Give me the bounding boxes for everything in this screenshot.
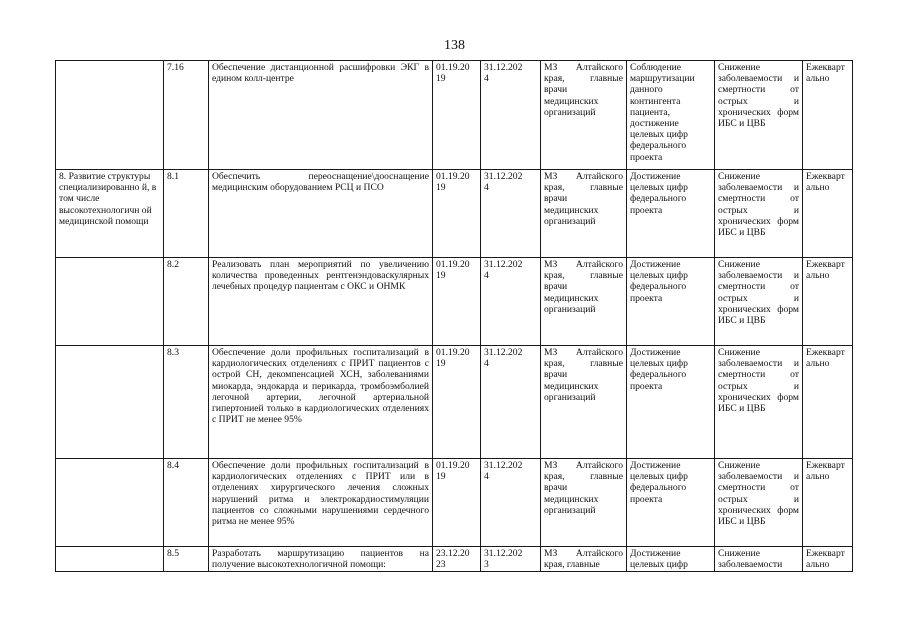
target-indicator-cell-text: Снижение заболеваемости и смертности от острых и хронических форм ИБС и ЦВБ [718,259,799,327]
expected-result-cell [627,61,715,170]
activity-description-cell-text: Обеспечение доли профильных госпитализаций в кардиологических отделениях с ПРИТ или в отделениях хирургического лечения сложных нарушений ритма и электрокардиостимуляции пациентов со сложными нарушениями сердечного ритма не менее 95% [212,460,429,528]
end-date-cell [481,61,541,170]
table-row [56,346,853,459]
responsible-executor-cell [541,258,627,346]
section-cell [56,547,164,572]
reporting-period-cell-text: Ежекварт ально [806,347,845,370]
item-number-cell [164,61,209,170]
reporting-period-cell-text: Ежекварт ально [806,62,845,85]
item-number-cell [164,459,209,547]
activity-description-cell [209,346,433,459]
item-number-cell-text: 8.1 [167,171,179,182]
responsible-executor-cell-text: МЗ Алтайского края, главные [544,548,623,571]
table-row [56,61,853,170]
end-date-cell-text: 31.12.202 4 [484,460,523,483]
start-date-cell-text: 01.19.20 19 [436,259,470,282]
target-indicator-cell [715,61,803,170]
section-cell [56,61,164,170]
table-row [56,547,853,572]
reporting-period-cell-text: Ежекварт ально [806,171,845,194]
responsible-executor-cell [541,170,627,258]
target-indicator-cell-text: Снижение заболеваемости и смертности от острых и хронических форм ИБС и ЦВБ [718,171,799,239]
activity-description-cell [209,170,433,258]
target-indicator-cell-text: Снижение заболеваемости и смертности от острых и хронических форм ИБС и ЦВБ [718,460,799,528]
item-number-cell-text: 8.2 [167,259,179,270]
responsible-executor-cell-text: МЗ Алтайского края, главные врачи медицинских организаций [544,460,623,516]
reporting-period-cell [803,170,853,258]
target-indicator-cell [715,258,803,346]
item-number-cell [164,346,209,459]
start-date-cell-text: 01.19.20 19 [436,460,470,483]
expected-result-cell-text: Соблюдение маршрутизации данного контингента пациента, достижение целевых цифр федерального проекта [630,62,695,163]
expected-result-cell-text: Достижение целевых цифр федерального проекта [630,460,688,505]
reporting-period-cell-text: Ежекварт ально [806,548,845,571]
target-indicator-cell [715,547,803,572]
target-indicator-cell-text: Снижение заболеваемости и смертности от острых и хронических форм ИБС и ЦВБ [718,347,799,415]
expected-result-cell [627,346,715,459]
item-number-cell-text: 7.16 [167,62,184,73]
end-date-cell [481,459,541,547]
activity-description-cell-text: Реализовать план мероприятий по увеличению количества проведенных рентгенэндоваскулярных лечебных процедур пациентам с ОКС и ОНМК [212,259,429,293]
activity-description-cell-text: Обеспечение дистанционной расшифровки ЭКГ в едином колл-центре [212,62,429,85]
start-date-cell [433,547,481,572]
target-indicator-cell-text: Снижение заболеваемости [718,548,783,571]
end-date-cell-text: 31.12.202 4 [484,259,523,282]
activity-description-cell [209,547,433,572]
responsible-executor-cell [541,547,627,572]
end-date-cell-text: 31.12.202 3 [484,548,523,571]
responsible-executor-cell [541,459,627,547]
item-number-cell [164,258,209,346]
expected-result-cell [627,547,715,572]
activity-description-cell-text: Обеспечить переоснащение\дооснащение медицинским оборудованием РСЦ и ПСО [212,171,429,194]
end-date-cell [481,258,541,346]
activity-description-cell-text: Разработать маршрутизацию пациентов на получение высокотехнологичной помощи: [212,548,429,571]
item-number-cell [164,170,209,258]
reporting-period-cell [803,459,853,547]
section-cell-text: 8. Развитие структуры специализированно й, в том числе высокотехнологичн ой медицинской помощи [59,171,157,227]
start-date-cell-text: 01.19.20 19 [436,171,470,194]
responsible-executor-cell [541,346,627,459]
reporting-period-cell-text: Ежекварт ально [806,460,845,483]
start-date-cell [433,258,481,346]
reporting-period-cell [803,258,853,346]
start-date-cell [433,170,481,258]
expected-result-cell-text: Достижение целевых цифр федерального проекта [630,171,688,216]
responsible-executor-cell-text: МЗ Алтайского края, главные врачи медицинских организаций [544,62,623,118]
start-date-cell-text: 23.12.20 23 [436,548,470,571]
start-date-cell [433,61,481,170]
end-date-cell [481,346,541,459]
section-cell [56,170,164,258]
target-indicator-cell [715,459,803,547]
end-date-cell-text: 31.12.202 4 [484,62,523,85]
activity-description-cell [209,258,433,346]
expected-result-cell [627,170,715,258]
target-indicator-cell [715,170,803,258]
table-row [56,258,853,346]
responsible-executor-cell-text: МЗ Алтайского края, главные врачи медицинских организаций [544,259,623,315]
end-date-cell-text: 31.12.202 4 [484,347,523,370]
expected-result-cell [627,459,715,547]
start-date-cell-text: 01.19.20 19 [436,62,470,85]
section-cell [56,346,164,459]
start-date-cell-text: 01.19.20 19 [436,347,470,370]
item-number-cell-text: 8.4 [167,460,179,471]
start-date-cell [433,459,481,547]
reporting-period-cell [803,547,853,572]
item-number-cell-text: 8.3 [167,347,179,358]
activity-description-cell [209,61,433,170]
end-date-cell [481,547,541,572]
item-number-cell-text: 8.5 [167,548,179,559]
expected-result-cell [627,258,715,346]
expected-result-cell-text: Достижение целевых цифр [630,548,688,571]
expected-result-cell-text: Достижение целевых цифр федерального проекта [630,259,688,304]
target-indicator-cell [715,346,803,459]
action-plan-table [55,60,853,572]
reporting-period-cell [803,346,853,459]
end-date-cell-text: 31.12.202 4 [484,171,523,194]
responsible-executor-cell [541,61,627,170]
section-cell [56,459,164,547]
section-cell [56,258,164,346]
responsible-executor-cell-text: МЗ Алтайского края, главные врачи медицинских организаций [544,171,623,227]
responsible-executor-cell-text: МЗ Алтайского края, главные врачи медицинских организаций [544,347,623,403]
table-row [56,170,853,258]
reporting-period-cell-text: Ежекварт ально [806,259,845,282]
expected-result-cell-text: Достижение целевых цифр федерального проекта [630,347,688,392]
end-date-cell [481,170,541,258]
start-date-cell [433,346,481,459]
activity-description-cell [209,459,433,547]
table-row [56,459,853,547]
reporting-period-cell [803,61,853,170]
page-number: 138 [444,38,465,53]
activity-description-cell-text: Обеспечение доли профильных госпитализаций в кардиологических отделениях с ПРИТ пациентов с острой СН, декомпенсацией ХСН, заболеваниями миокарда, эндокарда и перикарда, тромбоэмболией легочной артерии, легочной артериальной гипертонией только в кардиологических отделениях с ПРИТ не менее 95% [212,347,429,426]
item-number-cell [164,547,209,572]
target-indicator-cell-text: Снижение заболеваемости и смертности от острых и хронических форм ИБС и ЦВБ [718,62,799,130]
